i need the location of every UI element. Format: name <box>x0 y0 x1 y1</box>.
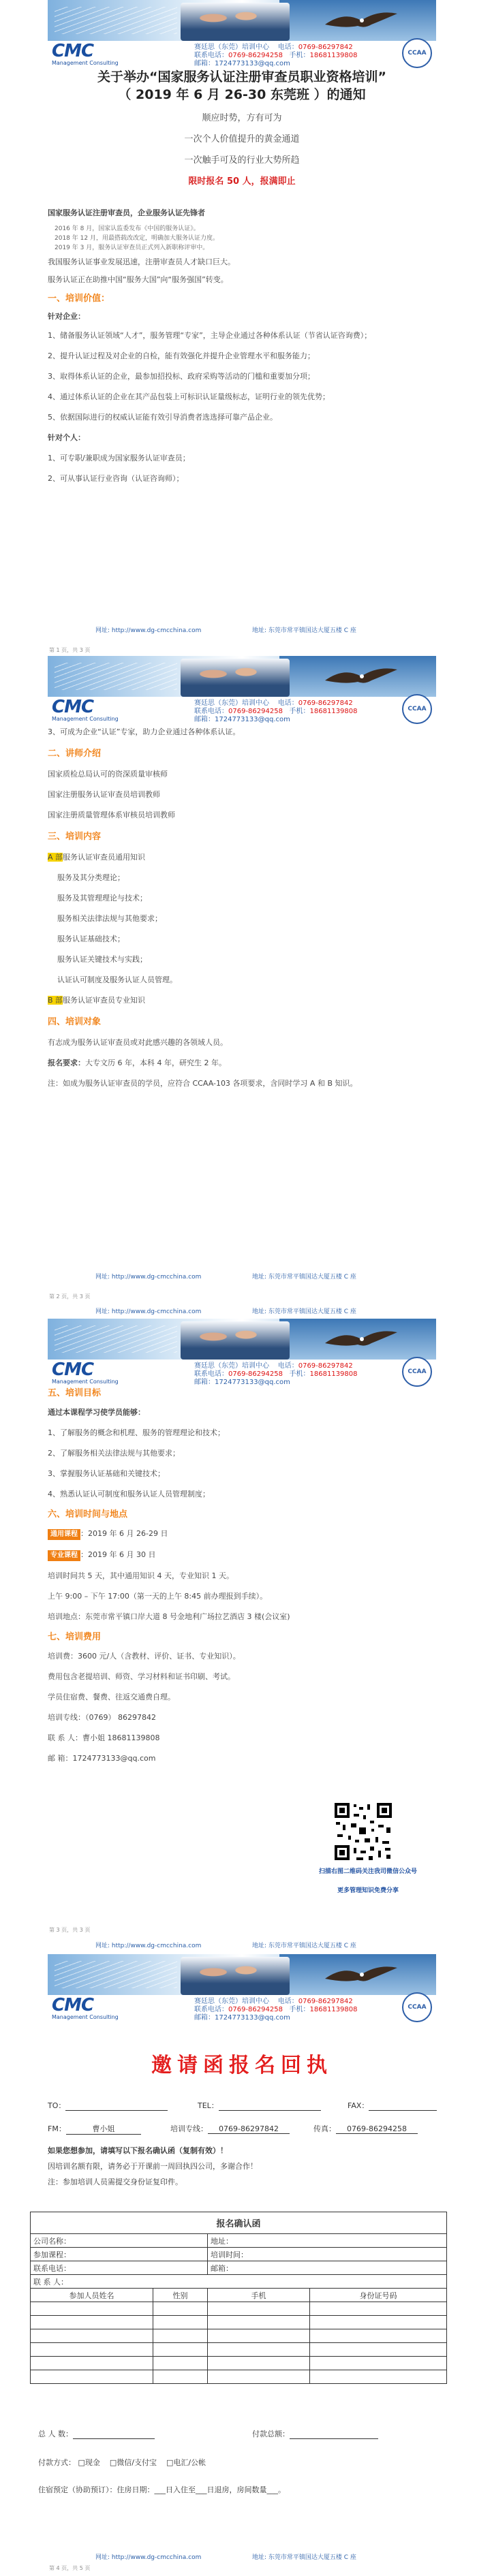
people-photo <box>181 3 290 41</box>
paragraph: 服务认证正在助推中国“服务大国”向“服务强国”转变。 <box>48 275 228 284</box>
people-photo <box>181 1321 290 1360</box>
invitation-title: 邀请函报名回执 <box>151 2054 333 2077</box>
label: 邮 箱： <box>48 1754 73 1763</box>
paragraph: 培训时间共 5 天，其中通用知识 4 天，专业知识 1 天。 <box>48 1571 234 1580</box>
list-item: 国家质检总局认可的资深质量审核师 <box>48 770 168 779</box>
page-number: 第 3 页，共 3 页 <box>49 1927 91 1933</box>
table-header-row: 参加人员姓名 性别 手机 身份证号码 <box>31 2289 447 2302</box>
paragraph: 上午 9:00 – 下午 17:00（第一天的上午 8:45 前办理报到手续）。 <box>48 1592 268 1601</box>
section-heading: 六、培训时间与地点 <box>48 1509 128 1520</box>
eagle-icon <box>324 1323 399 1355</box>
value: 大专文历 6 年，本科 4 年，研究生 2 年。 <box>85 1058 226 1067</box>
sub-heading: 针对企业： <box>48 312 85 321</box>
list-item: 1、可专职/兼职成为国家服务认证审查员； <box>48 454 190 462</box>
list-item: 4、熟悉认证认可制度和服务认证人员管理制度； <box>48 1490 210 1498</box>
section-heading: 二、讲师介绍 <box>48 749 102 759</box>
notice: 因培训名额有限，请务必于开课前一周回执四公司，多谢合作！ <box>48 2162 258 2171</box>
page-title: 关于举办“国家服务认证注册审查员职业资格培训” <box>97 69 386 84</box>
part-tag: A 部 <box>48 853 63 862</box>
wechat-qr-code <box>332 1800 395 1863</box>
slogan: 顺应时势，方有可为 <box>202 113 282 123</box>
label: 报名要求： <box>48 1058 85 1067</box>
ccaa-badge: CCAA <box>402 694 432 724</box>
banner-image <box>48 656 436 697</box>
slogan: 一次个人价值提升的黄金通道 <box>184 134 300 144</box>
header-banner <box>48 0 436 67</box>
people-photo <box>181 659 290 697</box>
special-course-date: ：2019 年 6 月 30 日 <box>80 1550 156 1559</box>
registration-form-table <box>30 2212 447 2384</box>
list-item: 服务认证基础技术； <box>57 934 125 943</box>
banner-image <box>48 1954 436 1995</box>
hotline-value: （0769） 86297842 <box>85 1713 156 1722</box>
list-item: 3、掌握服务认证基础和关键技术； <box>48 1469 165 1478</box>
section-heading: 三、培训内容 <box>48 832 102 842</box>
header-banner <box>48 1954 436 2021</box>
general-course-tag: 通用课程 <box>48 1529 80 1540</box>
cmc-logo: CMC Management Consulting <box>52 1360 119 1385</box>
table-row[interactable]: 联系电话： 邮箱： <box>31 2261 447 2275</box>
timeline-item: 2018 年 12 月，用最搭载改改定，明确加大服务认证力度。 <box>55 235 219 242</box>
sub-heading: 通过本课程学习使学员能够： <box>48 1408 145 1417</box>
label: 培训专线： <box>48 1713 85 1722</box>
paragraph: 我国服务认证事业发展迅速，注册审查员人才缺口巨大。 <box>48 257 235 266</box>
banner-image <box>48 0 436 41</box>
payment-total-field[interactable]: 付款总额： <box>252 2428 378 2439</box>
list-item: 3、取得体系认证的企业，最参加招投标、政府采购等活动的门槛和重要加分项； <box>48 372 315 381</box>
email-value[interactable]: 1724773133@qq.com <box>72 1754 156 1763</box>
list-item: 服务相关法律法规与其他要求； <box>57 914 162 923</box>
to-field[interactable]: TO： <box>48 2100 168 2111</box>
list-item: 3、可成为企业“认证”专家，助力企业通过各种体系认证。 <box>48 727 241 736</box>
notice-red: 注：参加培训人员需提交身份证复印件。 <box>48 2178 183 2186</box>
payment-method: 付款方式： □现金 □微信/支付宝 □电汇/公帐 <box>38 2458 206 2467</box>
eagle-icon <box>324 1958 399 1991</box>
banner-image <box>48 1319 436 1360</box>
note: 注：如成为服务认证审查员的学员，应符合 CCAA-103 各项要求，含同时学习 A 和 B 知识。 <box>48 1079 358 1088</box>
section-heading: 五、培训目标 <box>48 1388 102 1398</box>
ccaa-badge: CCAA <box>402 1992 432 2022</box>
timeline-item: 2019 年 3 月，服务认证审查员正式列入新职称评审中。 <box>55 245 209 251</box>
list-item: 服务认证关键技术与实践； <box>57 955 147 964</box>
list-item: 2、了解服务相关法律法规与其他要求； <box>48 1449 180 1458</box>
qr-caption: 扫描右图二维码关注我司微信公众号 <box>318 1868 417 1875</box>
header-contact: 赛廷思（东莞）培训中心 电话：0769-86297842 联系电话：0769-86294258 手机：18681139808 邮箱：1724773133@qq.com <box>194 1362 358 1386</box>
sub-heading: 针对个人： <box>48 433 85 442</box>
eagle-icon <box>324 660 399 693</box>
table-row[interactable]: 联 系 人： <box>31 2275 447 2289</box>
table-title: 报名确认函 <box>31 2212 447 2234</box>
list-item: 服务及其分类理论； <box>57 873 125 882</box>
contact-person-value: 曹小姐 18681139808 <box>82 1733 160 1742</box>
hotline-field: 培训专线： 0769-86297842 <box>170 2123 290 2134</box>
paragraph: 培训费：3600 元/人（含教材、评价、证书、专业知识）。 <box>48 1652 241 1661</box>
part-title: 服务认证审查员专业知识 <box>63 996 146 1005</box>
qr-caption: 更多管理知识免费分享 <box>337 1887 399 1894</box>
eagle-icon <box>324 4 399 37</box>
list-item: 2、可从事认证行业咨询（认证咨询师）； <box>48 474 184 483</box>
page-3: 第 2 页，共 3 页 网址: http://www.dg-cmcchina.com 地址: 东莞市常平镇国达大厦五楼 C 座 CMC Management Consulting 赛廷思（东莞）培训中心 电话：0769-86297842 联系电话：0769-86294258 手机：18681139808 邮箱：1724773133@qq.com CCAA 五、培训目标 通过本课程学习使学员能够： 1、了解服务的概念和机理、服务的管理理论和技术； 2、了解服务相关法律法规与其他要求； 3、掌握服务认证基础和关键技术； 4、熟悉认证认可制度和服务认证人员管理制度； 六、培训时间与地点 通用课程 ：2019 年 6 月 26-29 日 专业课程 ：2019 年 6 月 30 日 培训时间共 5 天，其中通用知识 4 天，专业知识 1 天。 上午 9:00 – 下午 17:00（第一天的上午 8:45 前办理报到手续）。 培训地点：东莞市常平镇口岸大道 8 号金地利广场拉艺酒店 3 楼(会议室) 七、培训费用 培训费：3600 元/人（含教材、评价、证书、专业知识）。 费用包含老提培训、师资、学习材料和证书印刷、考试。 学员住宿费、餐费、往返交通费自理。 培训专线：（0769） 86297842 联 系 人：曹小姐 18681139808 邮 箱：1724773133@qq.com 扫描右图二维码关注我司微信公众号 更多管理知识免费分享 第 3 页，共 3 页 <box>0 1293 477 1939</box>
section-heading: 一、培训价值： <box>48 294 110 304</box>
table-row[interactable] <box>31 2357 447 2370</box>
header-banner <box>48 1319 436 1385</box>
room-booking[interactable]: 住宿预定（协助预订）：住房日期：___日入住至___日退房，房间数量___。 <box>38 2485 286 2494</box>
section-heading: 国家服务认证注册审查员，企业服务认证先锋者 <box>48 208 205 217</box>
part-tag: B 部 <box>48 996 63 1005</box>
part-title: 服务认证审查员通用知识 <box>63 853 146 862</box>
table-row[interactable] <box>31 2370 447 2384</box>
special-course-tag: 专业课程 <box>48 1550 80 1561</box>
table-row[interactable] <box>31 2329 447 2343</box>
checkbox-cash[interactable]: □ <box>78 2458 85 2467</box>
fax2-field: 传真： 0769-86294258 <box>313 2123 418 2134</box>
header-banner <box>48 656 436 723</box>
table-row[interactable]: 公司名称： 地址： <box>31 2234 447 2248</box>
cmc-logo: CMC Management Consulting <box>52 41 119 66</box>
label: 联 系 人： <box>48 1733 82 1742</box>
fm-field: FM： 曹小姐 <box>48 2123 141 2135</box>
total-people-field[interactable]: 总 人 数： <box>38 2428 155 2439</box>
table-row[interactable] <box>31 2316 447 2329</box>
list-item: 4、通过体系认证的企业在其产品包装上可标识认证量级标志，证明行业的领先优势； <box>48 392 330 401</box>
list-item: 服务及其管理理论与技术； <box>57 894 147 902</box>
paragraph: 学员住宿费、餐费、往返交通费自理。 <box>48 1693 175 1701</box>
list-item: 国家注册服务认证审查员培训教师 <box>48 790 160 799</box>
page-subtitle: （ 2019 年 6 月 26-30 东莞班 ）的通知 <box>118 87 366 102</box>
notice: 如果您想参加，请填写以下报名确认函（复制有效）！ <box>48 2146 228 2155</box>
cmc-logo: CMC Management Consulting <box>52 1995 119 2020</box>
fax-field[interactable]: FAX： <box>348 2100 437 2111</box>
list-item: 1、储备服务认证领域“人才”，服务管理“专家”，主导企业通过各种体系认证（节省认证咨询费）； <box>48 331 372 340</box>
header-contact: 赛廷思（东莞）培训中心 电话：0769-86297842 联系电话：0769-86294258 手机：18681139808 邮箱：1724773133@qq.com <box>194 700 358 723</box>
general-course-date: ：2019 年 6 月 26-29 日 <box>80 1529 168 1538</box>
page-number: 第 2 页，共 3 页 <box>49 1293 91 1300</box>
checkbox-wechat[interactable]: □ <box>109 2458 117 2467</box>
cmc-logo: CMC Management Consulting <box>52 697 119 722</box>
header-contact: 赛廷思（东莞）培训中心 电话：0769-86297842 联系电话：0769-86294258 手机：18681139808 邮箱：1724773133@qq.com <box>194 1998 358 2022</box>
paragraph: 培训地点：东莞市常平镇口岸大道 8 号金地利广场拉艺酒店 3 楼(会议室) <box>48 1612 290 1621</box>
tel-field[interactable]: TEL： <box>198 2100 321 2111</box>
paragraph: 有志成为服务认证审查员或对此感兴趣的各领域人员。 <box>48 1038 228 1047</box>
page-number: 第 4 页，共 5 页 <box>49 2565 91 2571</box>
ccaa-badge: CCAA <box>402 1357 432 1387</box>
list-item: 2、提升认证过程及对企业的自检，能有效强化并提升企业管理水平和服务能力； <box>48 351 315 360</box>
checkbox-transfer[interactable]: □ <box>166 2458 174 2467</box>
people-photo <box>181 1957 290 1995</box>
page-1: CMC Management Consulting 赛廷思（东莞）培训中心 电话：0769-86297842 联系电话：0769-86294258 手机：18681139808 邮箱：1724773133@qq.com CCAA 关于举办“国家服务认证注册审查员职业资格培训” （ 2019 年 6 月 26-30 东莞班 ）的通知 顺应时势，方有可为 一次个人价值提升的黄金通道 一次触手可及的行业大势所趋 限时报名 50 人，报满即止 国家服务认证注册审查员，企业服务认证先锋者 2016 年 8 月，国家认监委发布《中国的服务认证》。 2018 年 12 月，用最搭载改改定，明确加大服务认证力度。 2019 年 3 月，服务认证审查员正式列入新职称评审中。 我国服务认证事业发展迅速，注册审查员人才缺口巨大。 服务认证正在助推中国“服务大国”向“服务强国”转变。 一、培训价值： 针对企业： 1、储备服务认证领域“人才”，服务管理“专家”，主导企业通过各种体系认证（节省认证咨询费）； 2、提升认证过程及对企业的自检，能有效强化并提升企业管理水平和服务能力； 3、取得体系认证的企业，最参加招投标、政府采购等活动的门槛和重要加分项； 4、通过体系认证的企业在其产品包装上可标识认证量级标志，证明行业的领先优势； 5、依据国际进行的权威认证能有效引导消费者选选择可靠产品企业。 针对个人： 1、可专职/兼职成为国家服务认证审查员； 2、可从事认证行业咨询（认证咨询师）； 网址: http://www.dg-cmcchina.com 地址: 东莞市常平镇国达大厦五楼 C 座 <box>0 0 477 646</box>
list-item: 5、依据国际进行的权威认证能有效引导消费者选选择可靠产品企业。 <box>48 413 277 422</box>
paragraph: 费用包含老提培训、师资、学习材料和证书印刷、考试。 <box>48 1672 235 1681</box>
timeline-item: 2016 年 8 月，国家认监委发布《中国的服务认证》。 <box>55 225 200 232</box>
section-heading: 四、培训对象 <box>48 1017 102 1027</box>
slogan: 一次触手可及的行业大势所趋 <box>184 155 300 166</box>
limit-notice: 限时报名 50 人，报满即止 <box>188 176 296 187</box>
list-item: 国家注册质量管理体系审核员培训教师 <box>48 811 175 819</box>
section-heading: 七、培训费用 <box>48 1632 102 1642</box>
page-4: 网址: http://www.dg-cmcchina.com 地址: 东莞市常平镇国达大厦五楼 C 座 CMC Management Consulting 赛廷思（东莞）培训中心 电话：0769-86297842 联系电话：0769-86294258 手机：18681139808 邮箱：1724773133@qq.com CCAA 邀请函报名回执 TO： TEL： FAX： FM： 曹小姐 培训专线： 0769-86297842 传真： 0769-86294258 如果您想参加，请填写以下报名确认函（复制有效）！ 因培训名额有限，请务必于开课前一周回执四公司，多谢合作！ 注：参加培训人员需提交身份证复印件。 报名确认函 公司名称： 地址： 参加课程： 培训时间： 联系电话： 邮箱： 联 系 人： 参加人员姓名 性别 手机 身份证号码 总 人 数： 付款总额： 付款方式： □现金 □微信/支付宝 □电汇/公帐 住宿预定（协助预订）：住房日期：___日入住至___日退房，房间数量___。 网址: http://www.dg-cmcchina.com 地址: 东莞市常平镇国达大厦五楼 C 座 第 4 页，共 5 页 <box>0 1939 477 2576</box>
ccaa-badge: CCAA <box>402 38 432 68</box>
table-row[interactable] <box>31 2302 447 2316</box>
page-2: 第 1 页，共 3 页 CMC Management Consulting 赛廷思（东莞）培训中心 电话：0769-86297842 联系电话：0769-86294258 手机：18681139808 邮箱：1724773133@qq.com CCAA 3、可成为企业“认证”专家，助力企业通过各种体系认证。 二、讲师介绍 国家质检总局认可的资深质量审核师 国家注册服务认证审查员培训教师 国家注册质量管理体系审核员培训教师 三、培训内容 A 部服务认证审查员通用知识 服务及其分类理论； 服务及其管理理论与技术； 服务相关法律法规与其他要求； 服务认证基础技术； 服务认证关键技术与实践； 认证认可制度及服务认证人员管理。 B 部服务认证审查员专业知识 四、培训对象 有志成为服务认证审查员或对此感兴趣的各领域人员。 报名要求：大专文历 6 年，本科 4 年，研究生 2 年。 注：如成为服务认证审查员的学员，应符合 CCAA-103 各项要求，含同时学习 A 和 B 知识。 网址: http://www.dg-cmcchina.com 地址: 东莞市常平镇国达大厦五楼 C 座 <box>0 646 477 1293</box>
header-contact: 赛廷思（东莞）培训中心 电话：0769-86297842 联系电话：0769-86294258 手机：18681139808 邮箱：1724773133@qq.com <box>194 44 358 67</box>
table-row[interactable] <box>31 2343 447 2357</box>
page-number: 第 1 页，共 3 页 <box>49 647 91 653</box>
list-item: 1、了解服务的概念和机理、服务的管理理论和技术； <box>48 1428 225 1437</box>
table-row[interactable]: 参加课程： 培训时间： <box>31 2248 447 2261</box>
list-item: 认证认可制度及服务认证人员管理。 <box>57 975 177 984</box>
